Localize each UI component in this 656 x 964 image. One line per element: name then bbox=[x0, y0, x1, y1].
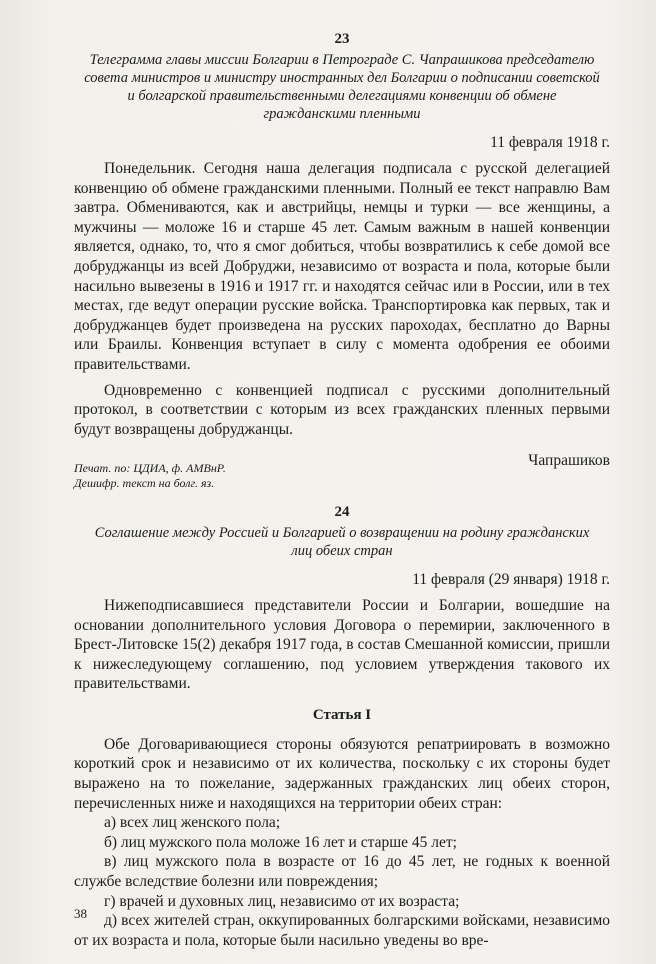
telegram-paragraph-2: Одновременно с конвенцией подписал с русскими дополнительный протокол, в соответствии с которым из всех гражданских пленных первыми будут возвращены добруджанцы. bbox=[74, 381, 610, 438]
list-item: в) лиц мужского пола в возрасте от 16 до 45 лет, не годных к военной службе вследствие болезни или повреждения; bbox=[74, 853, 610, 891]
agreement-preamble: Нижеподписавшиеся представители России и Болгарии, вошедшие на основании дополнительного условия Договора о перемирии, заключенного в Брест-Литовске 15(2) декабря 1917 года, в состав Смешанной комиссии, пришли к нижеследующему соглашению, под условием утверждения такового их правительствами. bbox=[74, 596, 610, 693]
signature: Чапрашиков bbox=[528, 452, 610, 470]
document-number-24: 24 bbox=[334, 503, 350, 520]
article-intro: Обе Договаривающиеся стороны обязуются репатриировать в возможно короткий срок и независимо от их количества, поскольку с их стороны будет выражено на то пожелание, задержанных гражданских лиц обеих сторон, перечисленных ниже и находящихся на территории обеих стран: bbox=[74, 735, 610, 812]
telegram-paragraph-1: Понедельник. Сегодня наша делегация подписала с русской делегацией конвенцию об обмене гражданскими пленными. Полный ее текст направлю Вам завтра. Обмениваются, как и австрийцы, немцы и турки — все женщины, а мужчины — моложе 16 и старше 45 лет. Самым важным в нашей конвенции является, однако, то, что я смог добиться, чтобы возвратились к себе домой все добруджанцы из всей Добруджи, независимо от возраста и пола, которые были насильно вывезены в 1916 и 1917 гг. и находятся сейчас или в России, или в тех местах, где ведут операции русские войска. Транспортировка как первых, так и добруджанцев будет произведена на русских пароходах, бесплатно до Варны или Браилы. Конвенция вступает в силу с момента одобрения ее обоими правительствами. bbox=[74, 160, 610, 373]
list-item: г) врачей и духовных лиц, независимо от их возраста; bbox=[104, 892, 460, 910]
document-date-24: 11 февраля (29 января) 1918 г. bbox=[412, 570, 610, 588]
list-item: б) лиц мужского пола моложе 16 лет и старше 45 лет; bbox=[104, 833, 457, 851]
document-title-23: Телеграмма главы миссии Болгарии в Петрограде С. Чапрашикова председателю совета министров и министру иностранных дел Болгарии о подписании советской и болгарской правительственными делегациями конвенции об обмене гражданскими пленными bbox=[84, 52, 600, 122]
document-date-23: 11 февраля 1918 г. bbox=[490, 134, 610, 151]
document-number-23: 23 bbox=[334, 31, 350, 47]
list-item: д) всех жителей стран, оккупированных болгарскими войсками, независимо от их возраста и пола, которые были насильно уведены во вре- bbox=[74, 912, 610, 949]
list-item: а) всех лиц женского пола; bbox=[104, 814, 281, 832]
article-heading: Статья I bbox=[312, 706, 372, 723]
source-line-2: Дешифр. текст на болг. яз. bbox=[74, 475, 215, 490]
page-number: 38 bbox=[74, 906, 87, 921]
source-line-1: Печат. по: ЦДИА, ф. АМВнР. bbox=[74, 460, 226, 475]
document-title-24: Соглашение между Россией и Болгарией о возвращении на родину гражданских лиц обеих стран bbox=[94, 524, 590, 559]
